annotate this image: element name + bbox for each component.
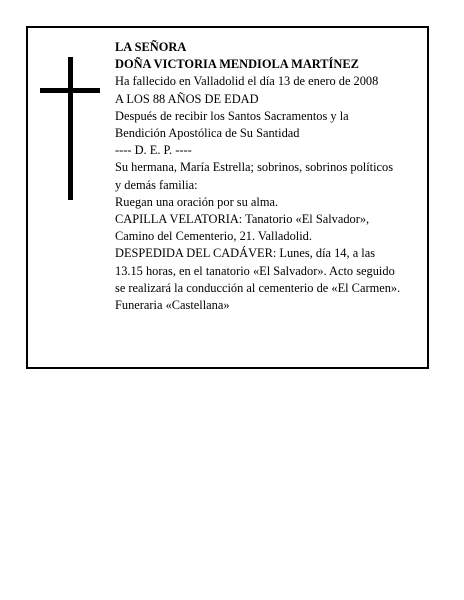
sacraments-line: Después de recibir los Santos Sacramentos y la bbox=[115, 108, 349, 123]
cemetery-line: se realizará la conducción al cementerio de «El Carmen». bbox=[115, 280, 401, 295]
deceased-name: DOÑA VICTORIA MENDIOLA MARTÍNEZ bbox=[115, 57, 359, 72]
obituary-notice bbox=[26, 26, 429, 369]
death-date-line: Ha fallecido en Valladolid el día 13 de enero de 2008 bbox=[115, 74, 379, 89]
deceased-title: LA SEÑORA bbox=[115, 40, 187, 54]
prayer-request: Ruegan una oración por su alma. bbox=[115, 194, 279, 209]
chapel-line: CAPILLA VELATORIA: Tanatorio «El Salvador», bbox=[115, 212, 370, 227]
funeral-home: Funeraria «Castellana» bbox=[115, 298, 230, 313]
cross-vertical-bar bbox=[68, 57, 73, 200]
family-line-continued: y demás familia: bbox=[115, 177, 198, 192]
farewell-details: 13.15 horas, en el tanatorio «El Salvador». Acto seguido bbox=[115, 263, 395, 278]
rip-line: ---- D. E. P. ---- bbox=[115, 143, 192, 158]
cross-horizontal-bar bbox=[40, 88, 100, 93]
chapel-address: Camino del Cementerio, 21. Valladolid. bbox=[115, 229, 312, 244]
age-line: A LOS 88 AÑOS DE EDAD bbox=[115, 91, 259, 106]
blessing-line: Bendición Apostólica de Su Santidad bbox=[115, 126, 300, 141]
farewell-line: DESPEDIDA DEL CADÁVER: Lunes, día 14, a las bbox=[115, 246, 376, 261]
obituary-text bbox=[115, 39, 433, 314]
family-line: Su hermana, María Estrella; sobrinos, sobrinos políticos bbox=[115, 160, 394, 175]
